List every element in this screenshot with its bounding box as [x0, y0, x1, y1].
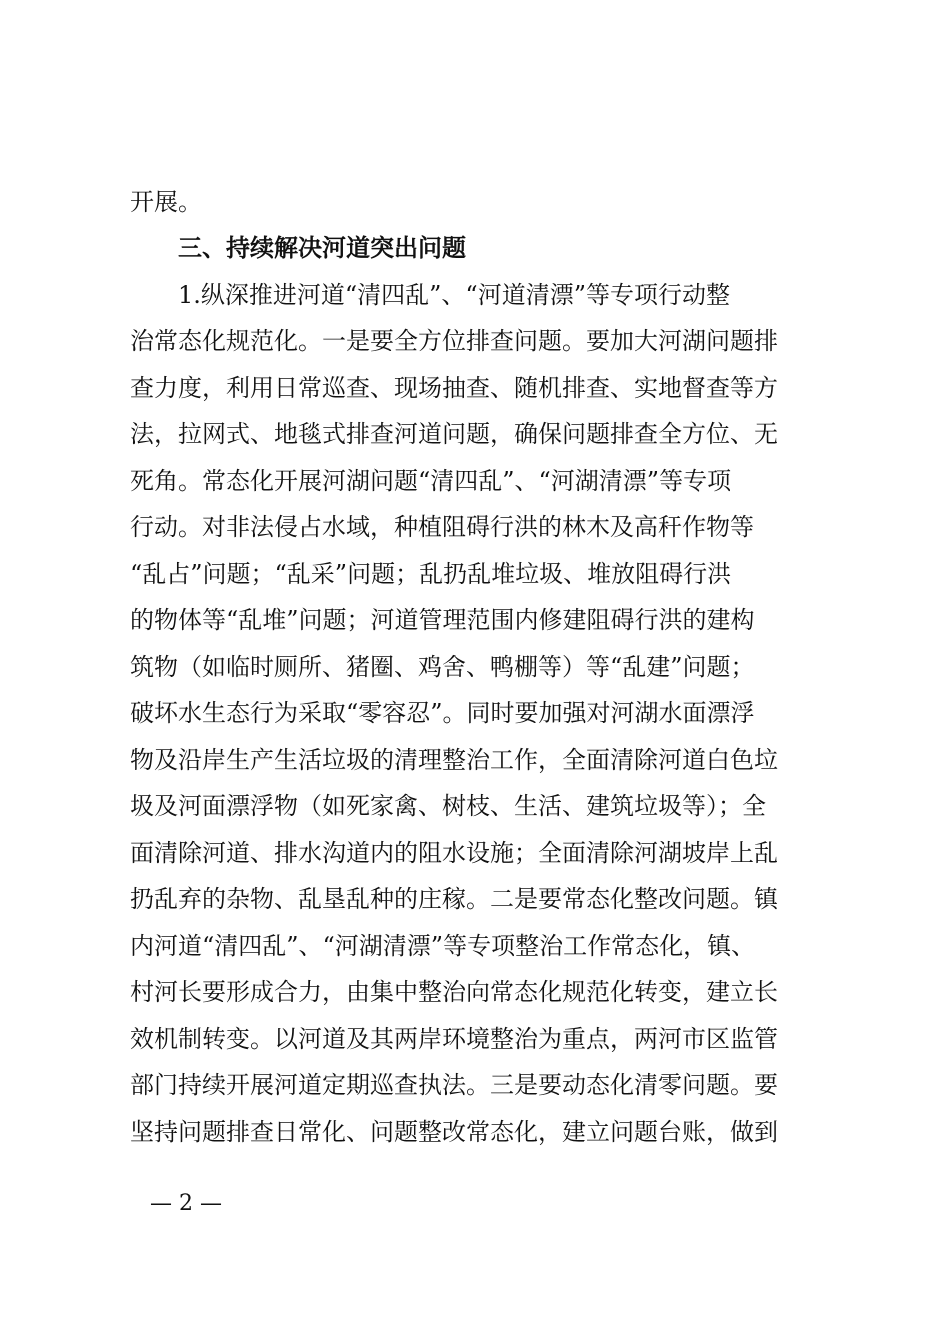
body-line: “乱占”问题；“乱采”问题；乱扔乱堆垃圾、堆放阻碍行洪 [130, 560, 732, 588]
body-line: 效机制转变。以河道及其两岸环境整治为重点，两河市区监管 [130, 1025, 778, 1053]
body-line: 1.纵深推进河道“清四乱”、“河道清漂”等专项行动整 [178, 281, 730, 309]
body-line: 法，拉网式、地毯式排查河道问题，确保问题排查全方位、无 [130, 420, 778, 448]
body-line: 筑物（如临时厕所、猪圈、鸡舍、鸭棚等）等“乱建”问题； [130, 653, 755, 681]
body-line: 内河道“清四乱”、“河湖清漂”等专项整治工作常态化，镇、 [130, 932, 756, 960]
body-line: 部门持续开展河道定期巡查执法。三是要动态化清零问题。要 [130, 1071, 778, 1099]
body-line: 破坏水生态行为采取“零容忍”。同时要加强对河湖水面漂浮 [130, 699, 755, 727]
section-heading: 三、持续解决河道突出问题 [178, 234, 466, 262]
body-line: 死角。常态化开展河湖问题“清四乱”、“河湖清漂”等专项 [130, 467, 732, 495]
body-line: 行动。对非法侵占水域，种植阻碍行洪的林木及高秆作物等 [130, 513, 754, 541]
page-number: — 2 — [150, 1191, 222, 1216]
body-line: 扔乱弃的杂物、乱垦乱种的庄稼。二是要常态化整改问题。镇 [130, 885, 778, 913]
body-line: 坚持问题排查日常化、问题整改常态化，建立问题台账，做到 [130, 1118, 778, 1146]
body-line: 治常态化规范化。一是要全方位排查问题。要加大河湖问题排 [130, 327, 778, 355]
body-line: 查力度，利用日常巡查、现场抽查、随机排查、实地督查等方 [130, 374, 778, 402]
body-line: 物及沿岸生产生活垃圾的清理整治工作，全面清除河道白色垃 [130, 746, 778, 774]
body-line: 的物体等“乱堆”问题；河道管理范围内修建阻碍行洪的建构 [130, 606, 755, 634]
body-line: 村河长要形成合力，由集中整治向常态化规范化转变，建立长 [130, 978, 778, 1006]
intro-tail-text: 开展。 [130, 188, 202, 216]
body-line: 圾及河面漂浮物（如死家禽、树枝、生活、建筑垃圾等）；全 [130, 792, 766, 820]
body-line: 面清除河道、排水沟道内的阻水设施；全面清除河湖坡岸上乱 [130, 839, 778, 867]
